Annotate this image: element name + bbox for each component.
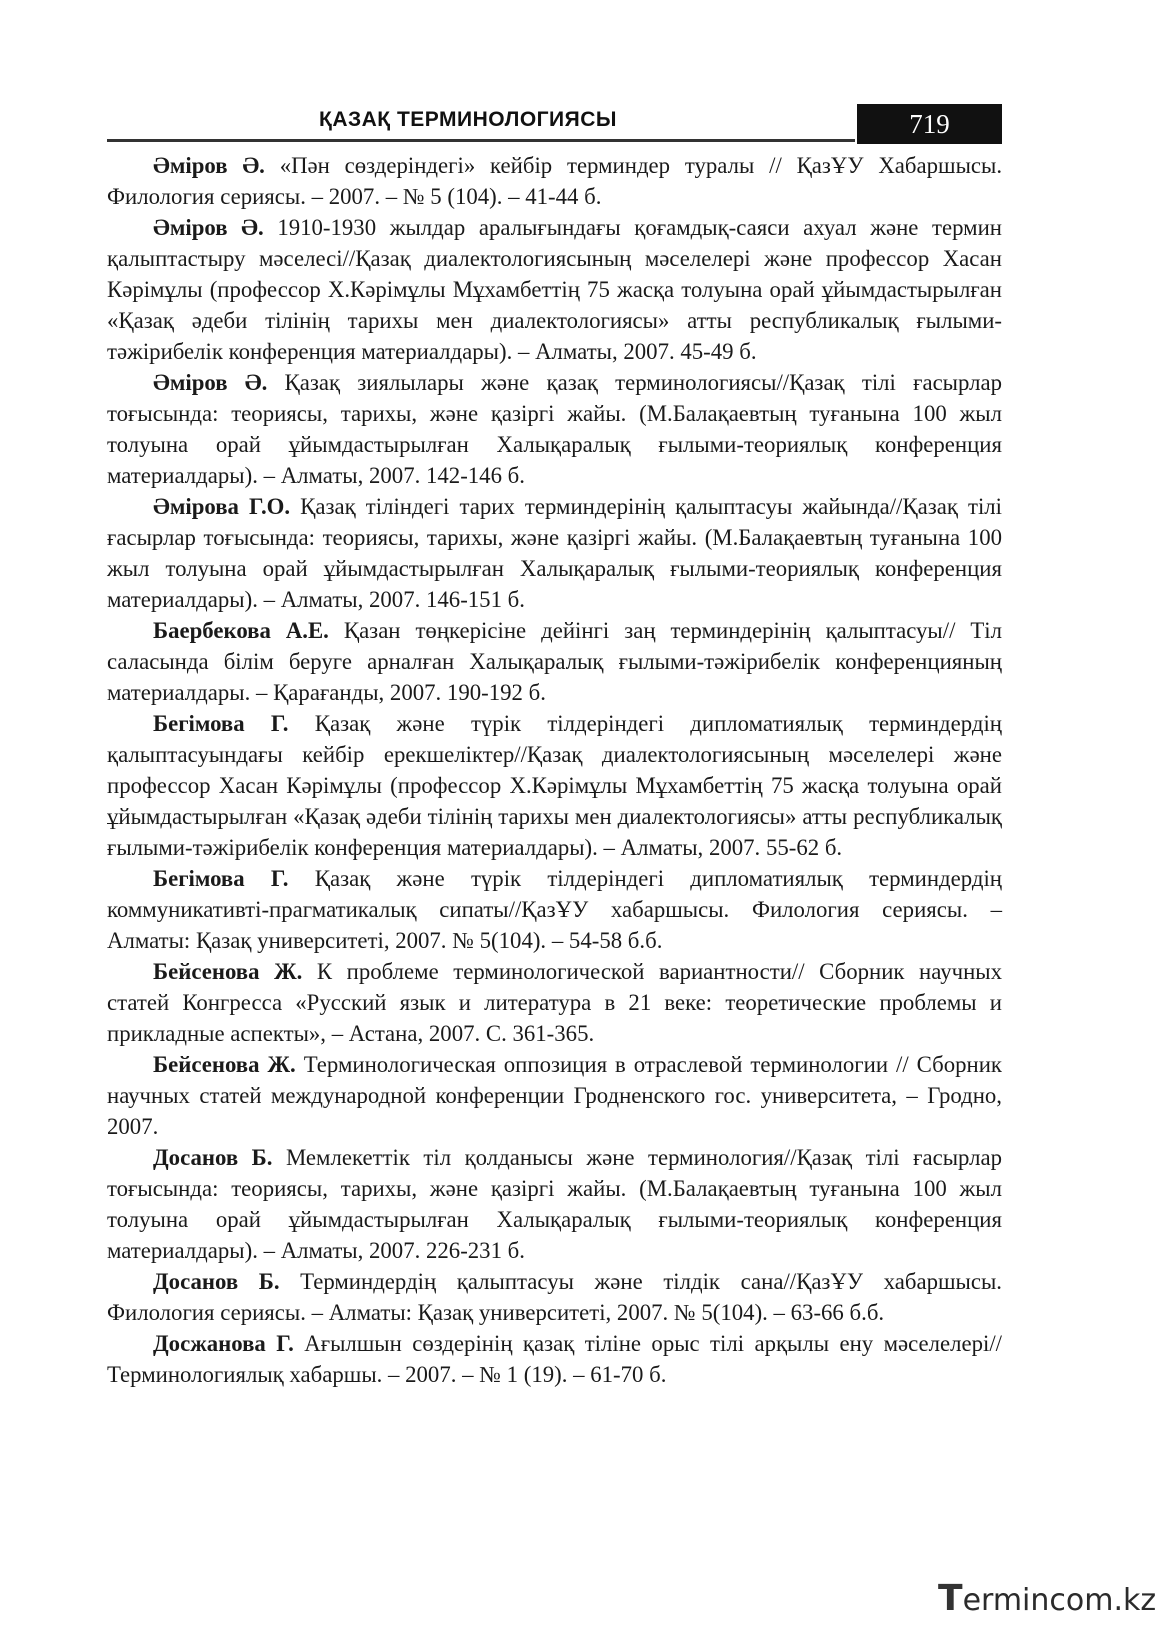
bibliography-entry: [107, 863, 1002, 956]
bibliography-entry: [107, 615, 1002, 708]
entry-text: Ағылшын сөздерінің қазақ тіліне орыс тілі арқылы ену мәселелері// Терминологиялық хабаршы. – 2007. – № 1 (19). – 61-70 б.: [107, 1331, 1003, 1387]
entry-text: 1910-1930 жылдар аралығындағы қоғамдық-саяси ахуал және термин қалыптастыру мәселесі//Қазақ диалектологиясының мәселелері және профессор Хасан Кәрімұлы (профессор Х.Кәрімұлы Мұхамбеттің 75 жасқа толуына орай ұйымдастырылған «Қазақ әдеби тілінің тарихы мен диалектологиясы» атты республикалық ғылыми-тәжірибелік конференция материалдары). – Алматы, 2007. 45-49 б.: [107, 215, 1003, 364]
bibliography-entry: [107, 708, 1002, 863]
watermark-text: ermincom.kz: [962, 1583, 1157, 1618]
entry-author: Әміров Ә.: [153, 153, 265, 178]
bibliography-list: [107, 150, 1002, 1390]
entry-author: Бегімова Г.: [153, 866, 289, 891]
bibliography-entry: [107, 212, 1002, 367]
bibliography-entry: [107, 1049, 1002, 1142]
entry-text: Қазақ және түрік тілдеріндегі дипломатиялық терминдердің қалыптасуындағы кейбір ерекшеліктер//Қазақ диалектологиясының мәселелері және профессор Хасан Кәрімұлы (профессор Х.Кәрімұлы Мұхамбеттің 75 жасқа толуына орай ұйымдастырылған «Қазақ әдеби тілінің тарихы мен диалектологиясы» атты республикалық ғылыми-тәжірибелік конференция материалдары). – Алматы, 2007. 55-62 б.: [107, 711, 1003, 860]
entry-text: Қазақ тіліндегі тарих терминдерінің қалыптасуы жайында//Қазақ тілі ғасырлар тоғысында: теориясы, тарихы, және қазіргі жайы. (М.Балақаевтың туғанына 100 жыл толуына орай ұйымдастырылған Халықаралық ғылыми-теориялық конференция материалдары). – Алматы, 2007. 146-151 б.: [107, 494, 1002, 612]
bibliography-entry: [107, 956, 1002, 1049]
entry-text: «Пән сөздеріндегі» кейбір терминдер туралы // ҚазҰУ Хабаршысы. Филология сериясы. – 2007. – № 5 (104). – 41-44 б.: [107, 153, 1003, 209]
bibliography-entry: [107, 367, 1002, 491]
running-title: ҚАЗАҚ ТЕРМИНОЛОГИЯСЫ: [319, 108, 617, 131]
site-watermark: [938, 1578, 1156, 1619]
entry-author: Досжанова Г.: [153, 1331, 294, 1356]
entry-author: Бейсенова Ж.: [153, 1052, 296, 1077]
page-header: [107, 104, 1002, 144]
bibliography-entry: [107, 1328, 1002, 1390]
entry-text: Мемлекеттік тіл қолданысы және терминология//Қазақ тілі ғасырлар тоғысында: теориясы, тарихы, және қазіргі жайы. (М.Балақаевтың туғанына 100 жыл толуына орай ұйымдастырылған Халықаралық ғылыми-теориялық конференция материалдары). – Алматы, 2007. 226-231 б.: [107, 1145, 1003, 1263]
entry-author: Әміров Ә.: [153, 215, 264, 240]
entry-author: Досанов Б.: [153, 1269, 280, 1294]
entry-author: Әмірова Г.О.: [153, 494, 291, 519]
bibliography-entry: [107, 1142, 1002, 1266]
bibliography-entry: [107, 150, 1002, 212]
bibliography-entry: [107, 491, 1002, 615]
bibliography-entry: [107, 1266, 1002, 1328]
entry-author: Бегімова Г.: [153, 711, 289, 736]
watermark-initial: T: [938, 1578, 963, 1619]
entry-author: Әміров Ә.: [153, 370, 268, 395]
entry-text: Қазақ зиялылары және қазақ терминологиясы//Қазақ тілі ғасырлар тоғысында: теориясы, тарихы, және қазіргі жайы. (М.Балақаевтың туғанына 100 жыл толуына орай ұйымдастырылған Халықаралық ғылыми-теориялық конференция материалдары). – Алматы, 2007. 142-146 б.: [107, 370, 1002, 488]
entry-author: Бейсенова Ж.: [153, 959, 303, 984]
entry-text: Терминологическая оппозиция в отраслевой терминологии // Сборник научных статей международной конференции Гродненского гос. университета, – Гродно, 2007.: [107, 1052, 1002, 1139]
entry-text: К проблеме терминологической вариантности// Сборник научных статей Конгресса «Русский язык и литература в 21 веке: теоретические проблемы и прикладные аспекты», – Астана, 2007. С. 361-365.: [107, 959, 1002, 1046]
entry-text: Қазақ және түрік тілдеріндегі дипломатиялық терминдердің коммуникативті-прагматикалық сипаты//ҚазҰУ хабаршысы. Филология сериясы. – Алматы: Қазақ университеті, 2007. № 5(104). – 54-58 б.б.: [107, 866, 1003, 953]
page-number: 719: [857, 104, 1002, 144]
entry-text: Қазан төңкерісіне дейінгі заң терминдерінің қалыптасуы// Тіл саласында білім беруге арналған Халықаралық ғылыми-тәжірибелік конференцияның материалдары. – Қарағанды, 2007. 190-192 б.: [107, 618, 1003, 705]
entry-author: Досанов Б.: [153, 1145, 273, 1170]
entry-text: Терминдердің қалыптасуы және тілдік сана//ҚазҰУ хабаршысы. Филология сериясы. – Алматы: Қазақ университеті, 2007. № 5(104). – 63-66 б.б.: [107, 1269, 1002, 1325]
entry-author: Баербекова А.Е.: [153, 618, 329, 643]
header-rule: [107, 139, 855, 142]
